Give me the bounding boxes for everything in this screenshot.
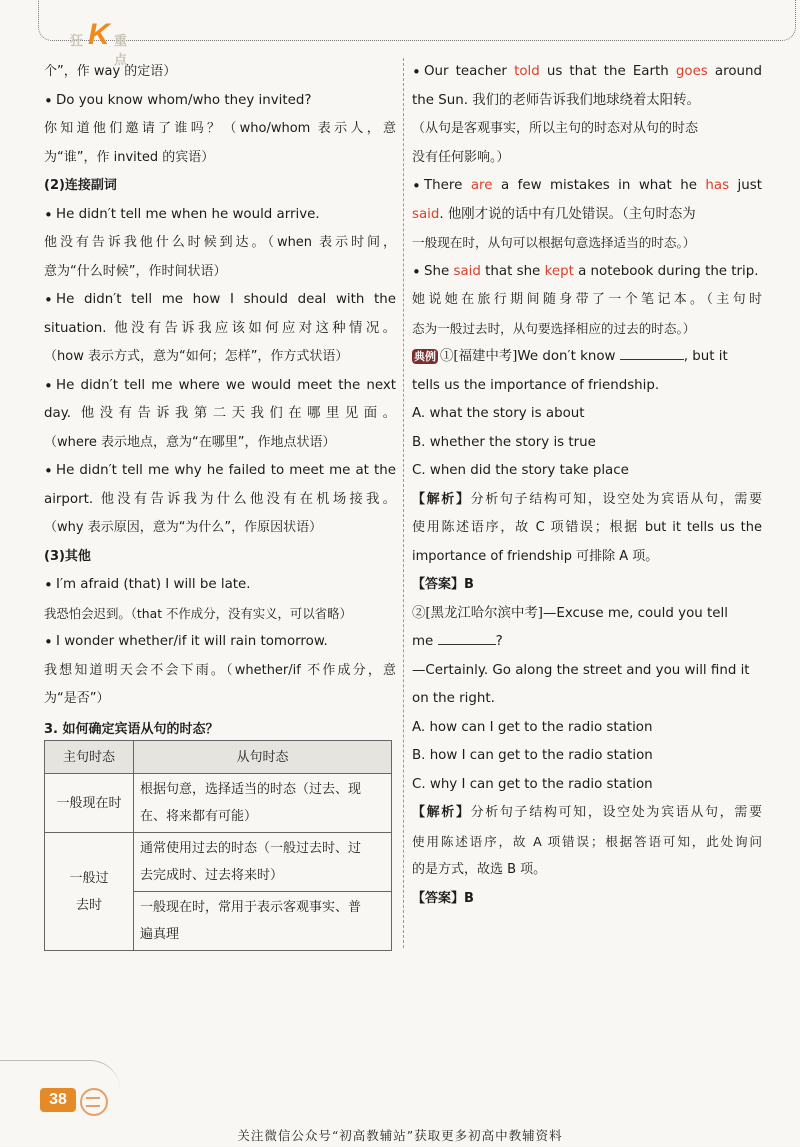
left-column bbox=[44, 58, 396, 744]
example-sentence: • He didn′t tell me where we would meet the next bbox=[44, 372, 396, 401]
analysis bbox=[412, 799, 762, 828]
text-run: us that the Earth bbox=[539, 64, 676, 79]
text-run: me bbox=[412, 634, 434, 649]
footer-note: 关注微信公众号“初高教辅站”获取更多初高中教辅资料 bbox=[237, 1128, 563, 1143]
example-tag: 典例 bbox=[414, 350, 436, 363]
tense-table bbox=[44, 740, 392, 951]
highlight-verb: said bbox=[453, 263, 481, 279]
text-run: ? bbox=[495, 634, 503, 649]
text-run: 分析句子结构可知，设空处为宾语从句，需要 bbox=[470, 491, 762, 507]
right-column bbox=[412, 58, 762, 913]
example-sentence: • I′m afraid (that) I will be late. bbox=[44, 571, 396, 600]
option-c: C. why I can get to the radio station bbox=[412, 776, 653, 792]
page-number: 38 bbox=[40, 1088, 76, 1112]
highlight-verb: said bbox=[412, 206, 440, 222]
text-line: 她说她在旅行期间随身带了一个笔记本。（主句时 bbox=[412, 292, 762, 307]
analysis-tag: 【解析】 bbox=[412, 491, 471, 507]
header-frame bbox=[38, 0, 796, 41]
text-line: 个”，作 way 的定语） bbox=[44, 64, 177, 79]
cell-line: 通常使用过去的时态（一般过去时、过 bbox=[140, 841, 362, 856]
text-run: a few mistakes in what he bbox=[492, 178, 706, 193]
text-line bbox=[412, 201, 762, 230]
column-divider bbox=[403, 58, 404, 948]
question-source: ①[福建中考] bbox=[440, 349, 518, 364]
section-heading: 3. 如何确定宾语从句的时态？ bbox=[44, 721, 219, 737]
text-run: that she bbox=[480, 263, 545, 279]
question-1 bbox=[412, 343, 762, 372]
text-line: 态为一般过去时，从句要选择相应的过去的时态。） bbox=[412, 320, 696, 336]
table-cell bbox=[134, 892, 392, 951]
text-run: a notebook during the trip. bbox=[573, 263, 759, 279]
logo-right-text: 重点 bbox=[114, 34, 128, 68]
cell-line: 一般现在时，常用于表示客观事实、普 bbox=[140, 900, 362, 915]
example-sentence: • Do you know whom/who they invited? bbox=[44, 87, 396, 116]
table-cell bbox=[134, 833, 392, 892]
section-heading: (2)连接副词 bbox=[44, 178, 117, 193]
table-header-cell: 主句时态 bbox=[45, 741, 134, 774]
text-line: on the right. bbox=[412, 691, 495, 706]
text-line: 使用陈述语序，故 C 项错误；根据 but it tells us the bbox=[412, 520, 762, 535]
highlight-verb: has bbox=[705, 178, 730, 193]
cell-line: 根据句意，选择适当的时态（过去、现 bbox=[140, 782, 362, 797]
cell-line: 在、将来都有可能） bbox=[140, 809, 258, 824]
option-a: A. what the story is about bbox=[412, 406, 585, 421]
text-line: 一般现在时，从句可以根据句意选择适当的时态。） bbox=[412, 235, 696, 250]
option-a: A. how can I get to the radio station bbox=[412, 719, 653, 735]
analysis bbox=[412, 486, 762, 515]
section-heading: (3)其他 bbox=[44, 548, 91, 564]
header-band bbox=[0, 0, 800, 68]
text-line: situation. 他没有告诉我应该如何应对这种情况。 bbox=[44, 320, 396, 336]
table-header-cell: 从句时态 bbox=[134, 741, 392, 774]
text-line: importance of friendship 可排除 A 项。 bbox=[412, 548, 659, 564]
question-source: ②[黑龙江哈尔滨中考] bbox=[412, 605, 543, 621]
text-line: （why 表示原因，意为“为什么”，作原因状语） bbox=[44, 520, 323, 535]
text-line: （how 表示方式，意为“如何；怎样”，作方式状语） bbox=[44, 349, 349, 364]
text-line: （从句是客观事实，所以主句的时态对从句的时态 bbox=[412, 121, 699, 136]
answer: 【答案】B bbox=[412, 890, 474, 906]
page-ornament-icon bbox=[80, 1088, 108, 1116]
text-line: 的是方式，故选 B 项。 bbox=[412, 862, 547, 877]
table-cell bbox=[45, 833, 134, 951]
text-line: 我想知道明天会不会下雨。（whether/if 不作成分，意 bbox=[44, 662, 396, 678]
answer-blank bbox=[620, 345, 684, 360]
text-run: . 他刚才说的话中有几处错误。（主句时态为 bbox=[439, 206, 696, 222]
text-line: 没有任何影响。） bbox=[412, 149, 510, 165]
text-run: around bbox=[707, 64, 762, 79]
option-b: B. how I can get to the radio station bbox=[412, 748, 653, 763]
example-sentence bbox=[412, 172, 762, 201]
text-line: airport. 他没有告诉我为什么他没有在机场接我。 bbox=[44, 491, 396, 507]
analysis-tag: 【解析】 bbox=[412, 805, 471, 820]
text-run: She bbox=[424, 263, 454, 279]
text-line: 为“是否”） bbox=[44, 691, 110, 706]
table-cell bbox=[134, 774, 392, 833]
text-run: , but it bbox=[683, 349, 728, 364]
text-run: We don′t know bbox=[517, 349, 616, 364]
question-2 bbox=[412, 600, 762, 629]
option-b: B. whether the story is true bbox=[412, 434, 596, 450]
example-sentence: • I wonder whether/if it will rain tomorrow. bbox=[44, 628, 396, 657]
text-run: —Excuse me, could you tell bbox=[542, 605, 728, 621]
cell-line: 遍真理 bbox=[140, 927, 180, 942]
logo-k-letter: K bbox=[88, 18, 110, 51]
text-line: 意为“什么时候”，作时间状语） bbox=[44, 263, 227, 279]
cell-line: 去时 bbox=[75, 897, 102, 913]
table-row bbox=[45, 833, 392, 892]
highlight-verb: kept bbox=[544, 263, 574, 279]
text-line: 他没有告诉我他什么时候到达。（when 表示时间， bbox=[44, 235, 396, 250]
logo-left-text: 狂 bbox=[70, 34, 84, 49]
text-run: just bbox=[729, 178, 762, 193]
text-line: day. 他没有告诉我第二天我们在哪里见面。 bbox=[44, 406, 396, 421]
answer: 【答案】B bbox=[412, 577, 474, 592]
text-line: —Certainly. Go along the street and you will find it bbox=[412, 662, 750, 678]
text-line: 我恐怕会迟到。（that 不作成分，没有实义，可以省略） bbox=[44, 605, 352, 621]
cell-line: 去完成时、过去将来时） bbox=[140, 868, 284, 883]
option-c: C. when did the story take place bbox=[412, 463, 629, 478]
highlight-verb: goes bbox=[675, 64, 708, 79]
text-run: There bbox=[424, 178, 471, 193]
text-line: the Sun. 我们的老师告诉我们地球绕着太阳转。 bbox=[412, 92, 700, 108]
table-row bbox=[45, 774, 392, 833]
example-sentence: • He didn′t tell me how I should deal with the bbox=[44, 286, 396, 315]
text-line: tells us the importance of friendship. bbox=[412, 377, 660, 393]
text-run: 分析句子结构可知，设空处为宾语从句，需要 bbox=[470, 805, 762, 820]
text-run: Our teacher bbox=[424, 64, 515, 79]
example-sentence: • He didn′t tell me why he failed to meet me at the bbox=[44, 457, 396, 486]
table-cell: 一般现在时 bbox=[45, 774, 134, 833]
example-sentence: • He didn′t tell me when he would arrive. bbox=[44, 201, 396, 230]
text-line: （where 表示地点，意为“在哪里”，作地点状语） bbox=[44, 434, 336, 450]
example-sentence bbox=[412, 258, 762, 287]
highlight-verb: are bbox=[470, 178, 493, 193]
text-line: 为“谁”，作 invited 的宾语） bbox=[44, 149, 215, 165]
text-line bbox=[412, 628, 762, 657]
cell-line: 一般过 bbox=[69, 870, 109, 886]
text-line: 使用陈述语序，故 A 项错误；根据答语可知，此处询问 bbox=[412, 833, 762, 849]
text-line: 你知道他们邀请了谁吗？（who/whom 表示人，意 bbox=[44, 121, 396, 136]
highlight-verb: told bbox=[514, 64, 540, 79]
answer-blank bbox=[438, 630, 496, 645]
example-sentence bbox=[412, 58, 762, 87]
table-header-row bbox=[45, 741, 392, 774]
